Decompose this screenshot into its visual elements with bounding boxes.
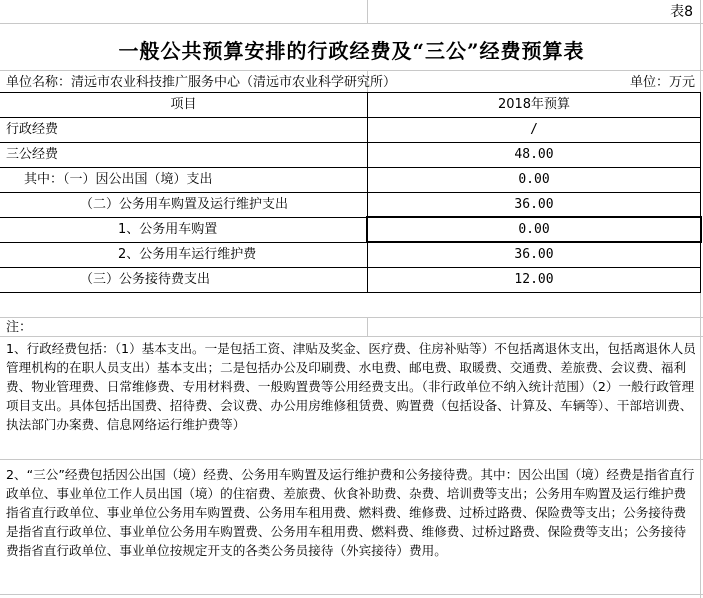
grid-line xyxy=(0,594,703,595)
grid-line xyxy=(0,317,703,318)
grid-line xyxy=(700,0,701,598)
note-administrative-expense: 1、行政经费包括：（1）基本支出。一是包括工资、津贴及奖金、医疗费、住房补贴等）不包括离退休支出，包括离退休人员管理机构的在职人员支出）基本支出；二是包括办公及印刷费、水电费、邮电费、取暖费、交通费、差旅费、会议费、福利费、物业管理费、日常维修费、专用材料费、一般购置费等公用经费支出。（非行政单位不纳入统计范围）（2）一般行政管理项目支出。具体包括出国费、招待费、会议费、办公用房维修租赁费、购置费（包括设备、计算及、车辆等）、干部培训费、执法部门办案费、信息网络运行维护费等） xyxy=(6,341,696,432)
row-value-vehicle-purchase: 0.00 xyxy=(518,222,550,237)
table-border xyxy=(0,117,701,118)
grid-line xyxy=(0,336,703,337)
row-label-vehicle-maintenance: 2、公务用车运行维护费 xyxy=(118,247,257,262)
row-value-vehicle: 36.00 xyxy=(514,197,554,212)
notes-label: 注： xyxy=(6,320,33,335)
note-three-public-expense: 2、“三公”经费包括因公出国（境）经费、公务用车购置及运行维护费和公务接待费。其中：因公出国（境）经费是指省直行政单位、事业单位工作人员出国（境）的住宿费、差旅费、伙食补助费、杂费、培训费等支出；公务用车购置及运行维护费指省直行政单位、事业单位公务用车购置费、公务用车租用费、燃料费、维修费、过桥过路费、保险费等支出；公务接待费是指省直行政单位、事业单位公务用车购置费、公务用车租用费、燃料费、维修费、过桥过路费、保险费等支出；公务接待费指省直行政单位、事业单位按规定开支的各类公务员接待（外宾接待）费用。 xyxy=(6,467,695,558)
row-value-three-public: 48.00 xyxy=(514,147,554,162)
table-border xyxy=(0,167,701,168)
grid-line xyxy=(0,70,703,71)
row-label-overseas: 其中：（一）因公出国（境）支出 xyxy=(24,172,213,187)
grid-line xyxy=(0,23,703,24)
page-title: 一般公共预算安排的行政经费及“三公”经费预算表 xyxy=(118,39,585,63)
currency-unit: 单位：万元 xyxy=(629,75,695,90)
table-border xyxy=(700,92,701,292)
row-value-admin-expense: / xyxy=(530,122,538,137)
grid-line xyxy=(0,459,703,460)
table-border xyxy=(0,192,701,193)
row-label-vehicle-purchase: 1、公务用车购置 xyxy=(118,222,218,237)
table-border xyxy=(0,267,701,268)
grid-line xyxy=(367,0,368,23)
row-label-reception: （三）公务接待费支出 xyxy=(80,272,211,287)
column-header-item: 项目 xyxy=(170,97,197,112)
table-border xyxy=(0,292,701,293)
row-value-vehicle-maintenance: 36.00 xyxy=(514,247,554,262)
table-number: 表8 xyxy=(670,4,693,20)
row-label-three-public: 三公经费 xyxy=(6,147,59,162)
row-value-overseas: 0.00 xyxy=(518,172,550,187)
row-value-reception: 12.00 xyxy=(514,272,554,287)
row-label-admin-expense: 行政经费 xyxy=(6,122,59,137)
column-header-budget: 2018年预算 xyxy=(497,97,571,112)
unit-name: 单位名称：清远市农业科技推广服务中心（清远市农业科学研究所） xyxy=(6,75,397,90)
row-label-vehicle: （二）公务用车购置及运行维护支出 xyxy=(80,197,289,212)
table-border xyxy=(0,142,701,143)
grid-line xyxy=(367,317,368,337)
table-border xyxy=(0,92,701,93)
